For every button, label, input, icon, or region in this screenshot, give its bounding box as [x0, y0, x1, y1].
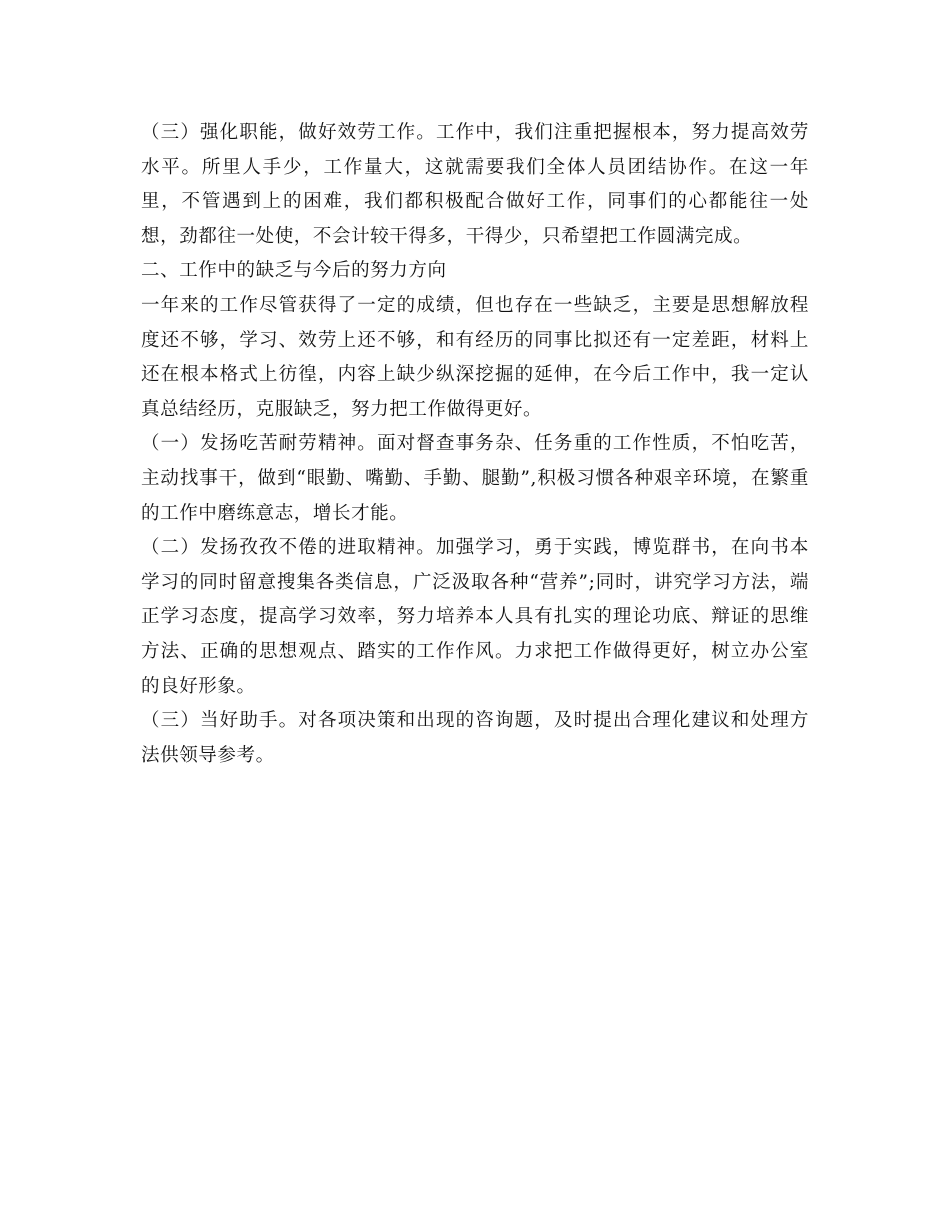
paragraph-shortcomings: 一年来的工作尽管获得了一定的成绩，但也存在一些缺乏，主要是思想解放程度还不够，学习、效劳上还不够，和有经历的同事比拟还有一定差距，材料上还在根本格式上彷徨，内容上缺少纵深挖掘的延伸，在今后工作中，我一定认真总结经历，克服缺乏，努力把工作做得更好。 [141, 294, 809, 420]
paragraph-good-assistant: （三）当好助手。对各项决策和出现的咨询题，及时提出合理化建议和处理方法供领导参考。 [141, 710, 809, 766]
paragraph-hardworking-spirit: （一）发扬吃苦耐劳精神。面对督查事务杂、任务重的工作性质，不怕吃苦，主动找事干，做到“眼勤、嘴勤、手勤、腿勤”,积极习惯各种艰辛环境，在繁重的工作中磨练意志，增长才能。 [141, 433, 809, 524]
paragraph-enterprising-spirit: （二）发扬孜孜不倦的进取精神。加强学习，勇于实践，博览群书，在向书本学习的同时留意搜集各类信息，广泛汲取各种“营养”;同时，讲究学习方法，端正学习态度，提高学习效率，努力培养本人具有扎实的理论功底、辩证的思维方法、正确的思想观点、踏实的工作作风。力求把工作做得更好，树立办公室的良好形象。 [141, 537, 809, 697]
section-heading-shortcomings: 二、工作中的缺乏与今后的努力方向 [141, 260, 447, 282]
paragraph-service-work: （三）强化职能，做好效劳工作。工作中，我们注重把握根本，努力提高效劳水平。所里人手少，工作量大，这就需要我们全体人员团结协作。在这一年里，不管遇到上的困难，我们都积极配合做好工作，同事们的心都能往一处想，劲都往一处使，不会计较干得多，干得少，只希望把工作圆满完成。 [141, 122, 809, 247]
document-body [141, 116, 809, 773]
